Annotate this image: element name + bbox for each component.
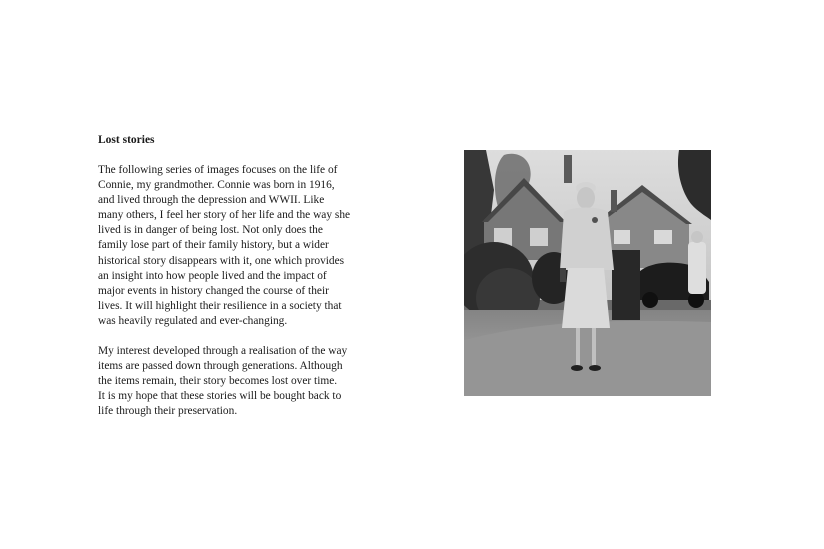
paragraph-interest: My interest developed through a realisation of the way items are passed down through generations. Although the items remain, their story becomes lost over time. It is my hope that these stories will be bought back to life through their preservation. [98, 345, 348, 418]
text-column [98, 133, 360, 435]
page-title: Lost stories [98, 134, 155, 146]
photo-icon [464, 150, 711, 396]
paragraph-intro: The following series of images focuses on the life of Connie, my grandmother. Connie was born in 1916, and lived through the depression and WWII. Like many others, I feel her story of her life and the way she lived is in danger of being lost. Not only does the family lose part of their family history, but a wider historical story disappears with it, one which provides an insight into how people lived and the impact of major events in history changed the course of their lives. It will highlight their resilience in a society that was heavily regulated and ever-changing. [98, 164, 351, 327]
black-and-white-photograph [464, 150, 711, 396]
